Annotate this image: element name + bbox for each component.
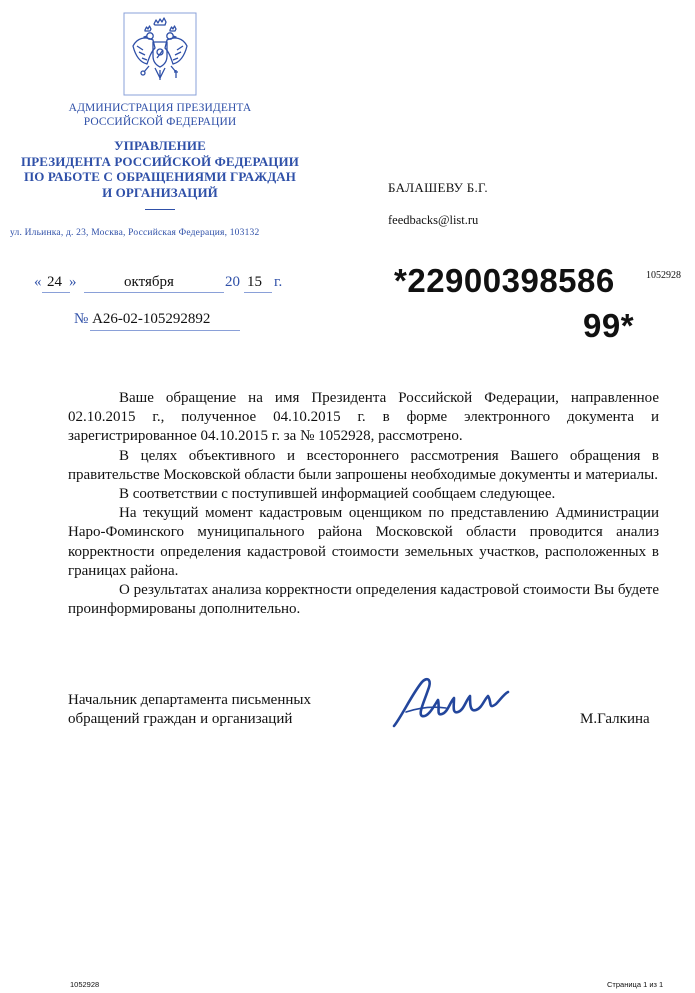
barcode-text-line-1: *22900398586 — [394, 262, 615, 299]
admin-line-1: АДМИНИСТРАЦИЯ ПРЕЗИДЕНТА — [68, 102, 252, 114]
dept-line-3: ПО РАБОТЕ С ОБРАЩЕНИЯМИ ГРАЖДАН — [24, 169, 296, 184]
date-day: 24 — [47, 274, 62, 290]
signer-title — [68, 691, 368, 730]
letter-body — [68, 389, 659, 619]
signer-title-line-2: обращений граждан и организаций — [68, 711, 293, 728]
number-underline — [90, 330, 240, 331]
body-paragraph-2: В целях объективного и всестороннего рассмотрения Вашего обращения в правительстве Московской области были запрошены необходимые документы и материалы. — [68, 447, 659, 483]
date-year-suffix: 15 — [247, 274, 262, 290]
body-paragraph-5: О результатах анализа корректности определения кадастровой стоимости Вы будете проинформированы дополнительно. — [68, 582, 659, 618]
dept-line-2: ПРЕЗИДЕНТА РОССИЙСКОЙ ФЕДЕРАЦИИ — [21, 153, 299, 169]
address-line: ул. Ильинка, д. 23, Москва, Российская Федерация, 103132 — [10, 228, 260, 238]
date-open-quote: « — [34, 274, 42, 290]
signer-title-line-1: Начальник департамента письменных — [68, 692, 311, 708]
document-number — [74, 311, 210, 328]
date-year-prefix: 20 — [225, 274, 240, 290]
body-paragraph-3: В соответствии с поступившей информацией сообщаем следующее. — [119, 486, 556, 503]
date-year-underline — [244, 292, 272, 293]
department-heading — [20, 138, 300, 200]
number-sign: № — [74, 311, 89, 327]
body-paragraph-4: На текущий момент кадастровым оценщиком по представлению Администрации Наро-Фоминского муниципального района Московской области проводится анализ корректности определения кадастровой стоимости земельных участков, расположенных в границах района. — [68, 505, 659, 579]
date-month: октября — [124, 274, 174, 290]
recipient-name: БАЛАШЕВУ Б.Г. — [388, 180, 488, 195]
date-day-underline — [42, 292, 70, 293]
date-month-underline — [84, 292, 224, 293]
dept-line-4: И ОРГАНИЗАЦИЙ — [102, 184, 218, 200]
footer-page-count: Страница 1 из 1 — [607, 980, 664, 989]
date-year-label: г. — [274, 274, 283, 290]
number-value: А26-02-105292892 — [92, 311, 211, 327]
header-divider — [145, 209, 175, 210]
barcode-text-line-2: 99* — [583, 307, 635, 344]
dept-line-1: УПРАВЛЕНИЕ — [114, 138, 206, 153]
date-close-quote: » — [69, 274, 77, 290]
barcode-small-number: 1052928 — [646, 270, 681, 281]
body-paragraph-1: Ваше обращение на имя Президента Российской Федерации, направленное 02.10.2015 г., полученное 04.10.2015 г. в форме электронного документа и зарегистрированное 04.10.2015 г. за № 1052928, рассмотрено. — [68, 390, 659, 445]
recipient-email: feedbacks@list.ru — [388, 213, 479, 227]
signer-name: М.Галкина — [580, 711, 650, 727]
admin-heading — [40, 101, 280, 129]
coat-of-arms-icon — [123, 12, 197, 96]
footer-doc-id: 1052928 — [70, 980, 100, 989]
handwritten-signature — [388, 672, 512, 732]
admin-line-2: РОССИЙСКОЙ ФЕДЕРАЦИИ — [83, 116, 237, 128]
